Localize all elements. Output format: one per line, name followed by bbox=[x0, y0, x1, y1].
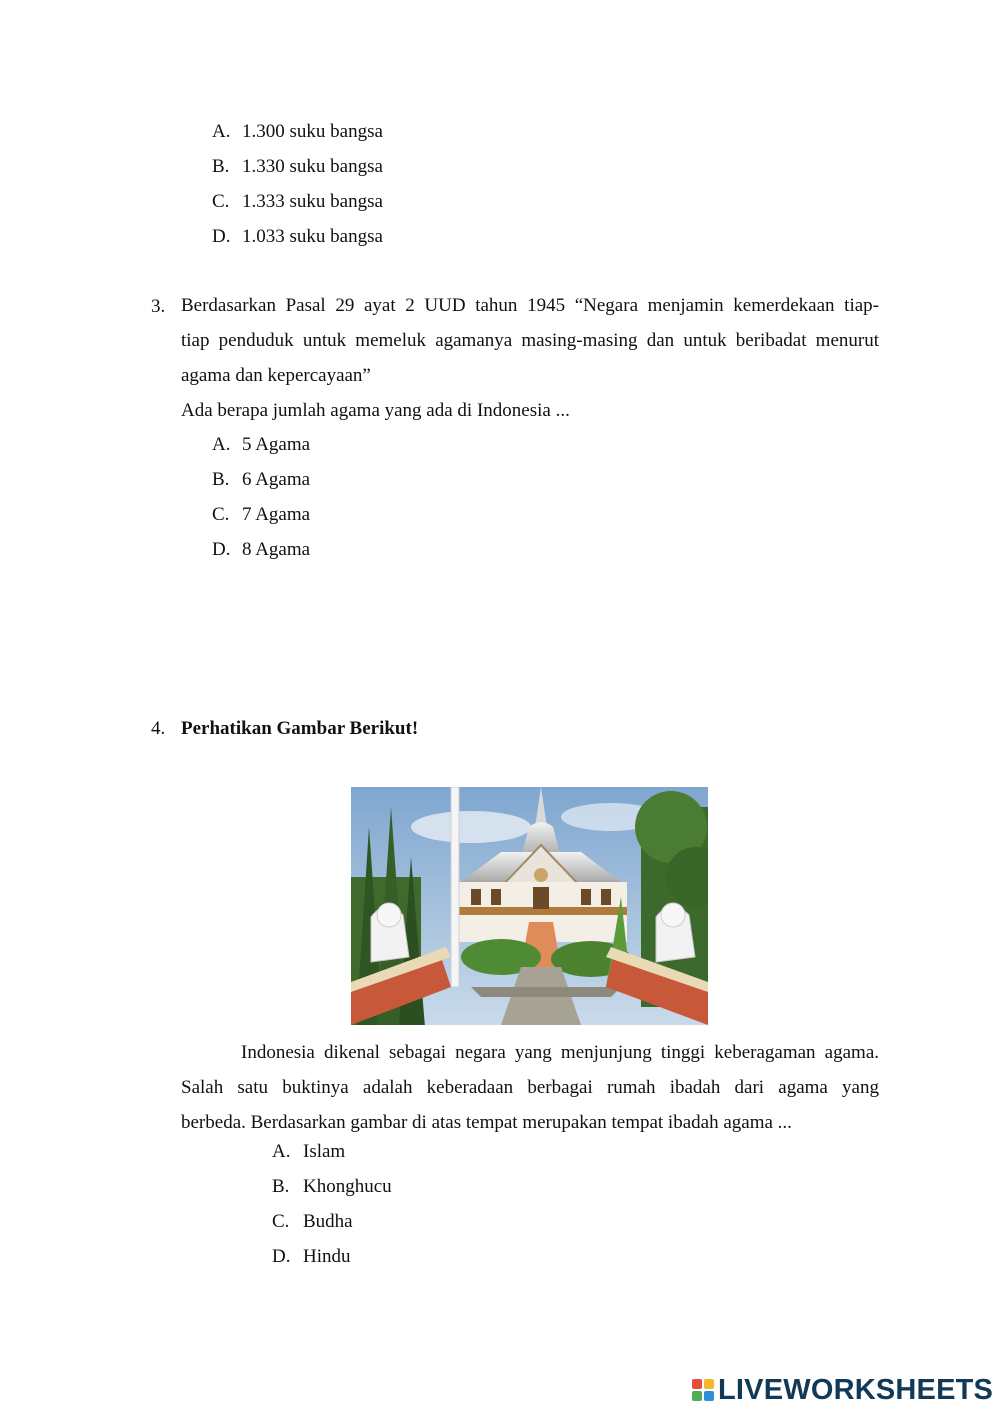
question-title: Perhatikan Gambar Berikut! bbox=[181, 718, 419, 739]
option-text: 1.330 suku bangsa bbox=[242, 156, 383, 177]
option-letter: D. bbox=[212, 226, 231, 247]
option-letter: D. bbox=[272, 1246, 291, 1267]
question-line: agama dan kepercayaan” bbox=[181, 365, 371, 386]
option-letter: A. bbox=[212, 434, 231, 455]
option-letter: A. bbox=[272, 1141, 291, 1162]
option-text: Budha bbox=[303, 1211, 353, 1232]
question-text bbox=[181, 1035, 879, 1140]
gable-ornament bbox=[534, 868, 548, 882]
option-letter: B. bbox=[212, 156, 230, 177]
question-number: 3. bbox=[151, 296, 166, 317]
option-text: 5 Agama bbox=[242, 434, 311, 455]
logo-tile bbox=[692, 1391, 702, 1401]
logo-tile bbox=[704, 1391, 714, 1401]
option-text: Hindu bbox=[303, 1246, 351, 1267]
logo-mark-icon bbox=[692, 1379, 714, 1401]
option-letter: C. bbox=[212, 504, 230, 525]
flag-pole bbox=[451, 787, 459, 987]
option-letter: D. bbox=[212, 539, 231, 560]
option-text: 7 Agama bbox=[242, 504, 311, 525]
option-letter: C. bbox=[212, 191, 230, 212]
option-letter: B. bbox=[212, 469, 230, 490]
option-text: Khonghucu bbox=[303, 1176, 392, 1197]
lion-head-left bbox=[377, 903, 401, 927]
question-line: Berdasarkan Pasal 29 ayat 2 UUD tahun 1945 “Negara menjamin kemerdekaan tiap- bbox=[181, 295, 879, 316]
question-line: Indonesia dikenal sebagai negara yang menjunjung tinggi keberagaman agama. bbox=[241, 1042, 879, 1063]
option-text: 6 Agama bbox=[242, 469, 311, 490]
question-line: tiap penduduk untuk memeluk agamanya masing-masing dan untuk beribadat menurut bbox=[181, 330, 879, 351]
option-text: 1.300 suku bangsa bbox=[242, 121, 383, 142]
lion-head-right bbox=[661, 903, 685, 927]
question-line: Salah satu buktinya adalah keberadaan berbagai rumah ibadah dari agama yang bbox=[181, 1077, 879, 1098]
option-text: 1.333 suku bangsa bbox=[242, 191, 383, 212]
temple-illustration bbox=[351, 787, 708, 1025]
question-text bbox=[181, 288, 879, 428]
steps bbox=[471, 987, 621, 997]
option-text: 1.033 suku bangsa bbox=[242, 226, 383, 247]
option-text: 8 Agama bbox=[242, 539, 311, 560]
liveworksheets-logo[interactable] bbox=[692, 1374, 993, 1406]
option-letter: A. bbox=[212, 121, 231, 142]
temple-photo bbox=[351, 787, 708, 1025]
logo-tile bbox=[692, 1379, 702, 1389]
question-number: 4. bbox=[151, 718, 166, 739]
option-letter: B. bbox=[272, 1176, 290, 1197]
option-text: Islam bbox=[303, 1141, 346, 1162]
option-letter: C. bbox=[272, 1211, 290, 1232]
logo-tile bbox=[704, 1379, 714, 1389]
question-prompt: Ada berapa jumlah agama yang ada di Indonesia ... bbox=[181, 400, 570, 421]
question-line: berbeda. Berdasarkan gambar di atas tempat merupakan tempat ibadah agama ... bbox=[181, 1112, 792, 1133]
logo-text: LIVEWORKSHEETS bbox=[718, 1373, 994, 1406]
cloud bbox=[411, 811, 531, 843]
